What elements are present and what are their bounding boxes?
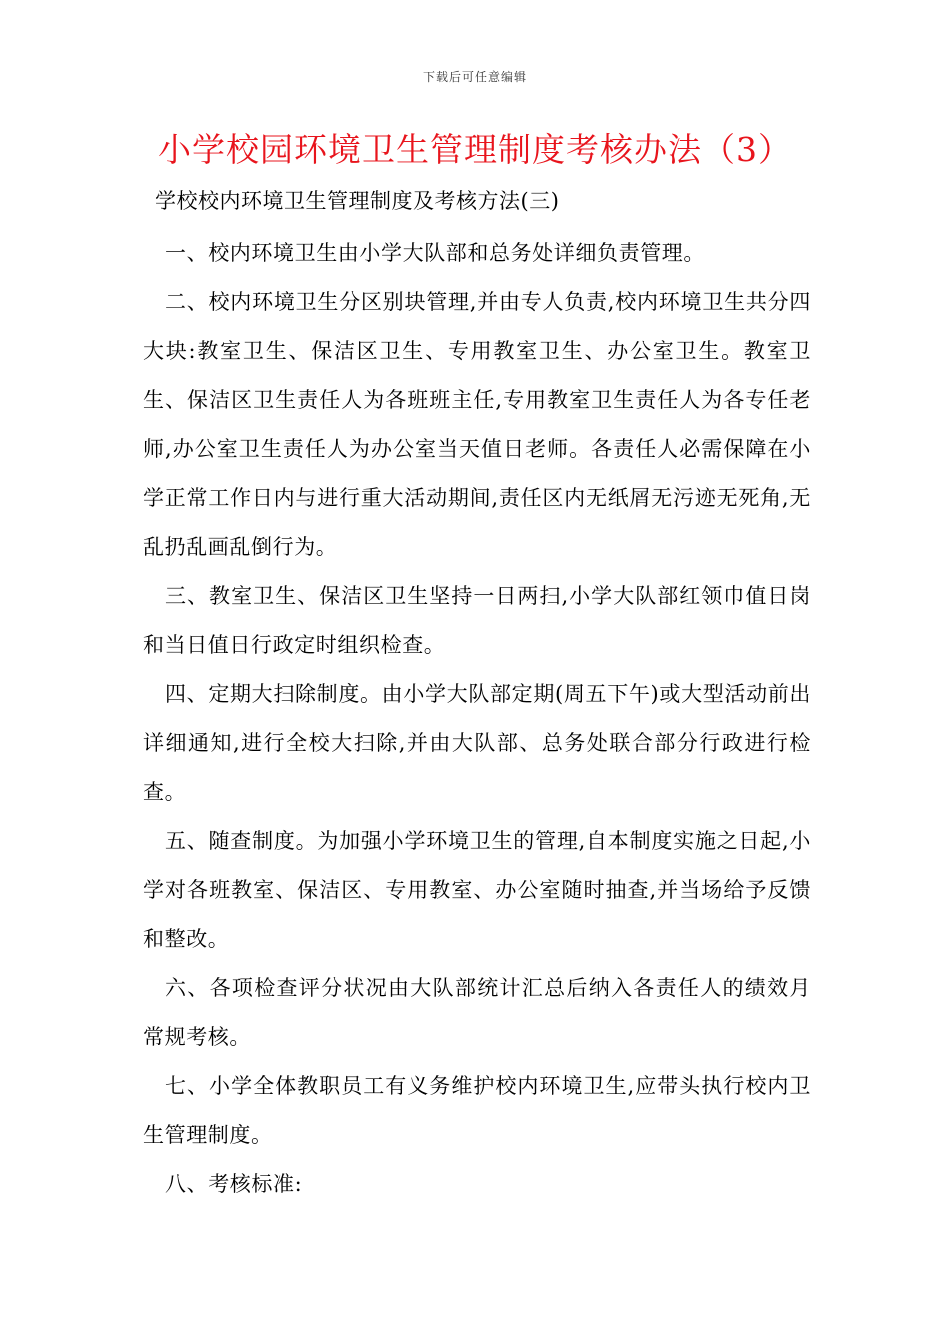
document-title: 小学校园环境卫生管理制度考核办法（3） [158, 130, 792, 169]
paragraph-4: 四、定期大扫除制度。由小学大队部定期(周五下午)或大型活动前出详细通知,进行全校大扫除,并由大队部、总务处联合部分行政进行检查。 [143, 682, 811, 804]
document-subtitle: 学校校内环境卫生管理制度及考核方法(三) [155, 189, 560, 213]
paragraph-7: 七、小学全体教职员工有义务维护校内环境卫生,应带头执行校内卫生管理制度。 [143, 1074, 811, 1147]
document-body [143, 229, 811, 1209]
paragraph-8: 八、考核标准: [165, 1172, 303, 1196]
paragraph-2: 二、校内环境卫生分区别块管理,并由专人负责,校内环境卫生共分四大块:教室卫生、保洁区卫生、专用教室卫生、办公室卫生。教室卫生、保洁区卫生责任人为各班班主任,专用教室卫生责任人为各专任老师,办公室卫生责任人为办公室当天值日老师。各责任人必需保障在小学正常工作日内与进行重大活动期间,责任区内无纸屑无污迹无死角,无乱扔乱画乱倒行为。 [143, 290, 811, 559]
paragraph-1: 一、校内环境卫生由小学大队部和总务处详细负责管理。 [165, 241, 705, 265]
paragraph-6: 六、各项检查评分状况由大队部统计汇总后纳入各责任人的绩效月常规考核。 [143, 976, 811, 1049]
header-note: 下载后可任意编辑 [422, 70, 527, 84]
paragraph-3: 三、教室卫生、保洁区卫生坚持一日两扫,小学大队部红领巾值日岗和当日值日行政定时组织检查。 [143, 584, 811, 657]
paragraph-5: 五、随查制度。为加强小学环境卫生的管理,自本制度实施之日起,小学对各班教室、保洁区、专用教室、办公室随时抽查,并当场给予反馈和整改。 [143, 829, 811, 951]
